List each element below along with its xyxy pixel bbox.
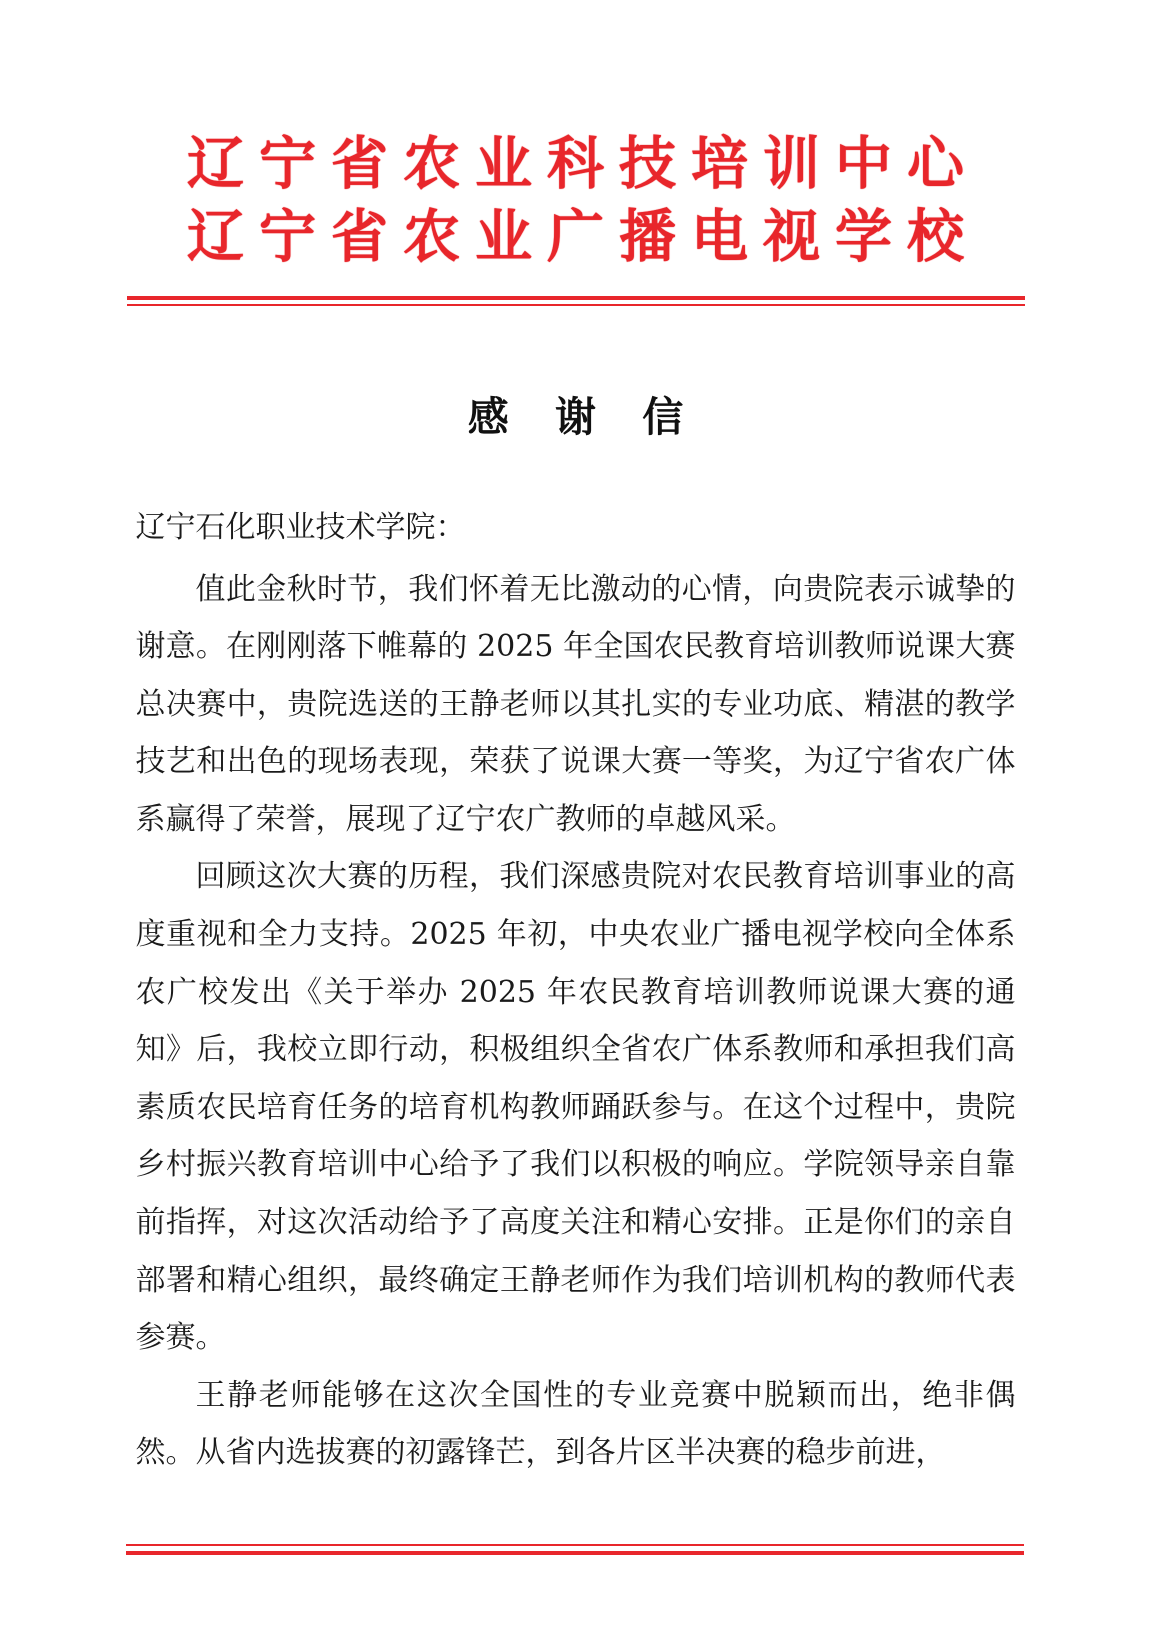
letterhead-line-2: 辽宁省农业广播电视学校	[187, 202, 979, 270]
letter-body	[136, 499, 1016, 1482]
salutation: 辽宁石化职业技术学院：	[135, 509, 466, 545]
footer-divider-thick	[126, 1551, 1024, 1555]
letterhead-line-1: 辽宁省农业科技培训中心	[187, 130, 979, 197]
footer-divider	[126, 1544, 1024, 1555]
page-title: 感 谢 信	[467, 392, 700, 441]
letterhead-divider	[127, 296, 1025, 306]
letterhead-divider-thin	[127, 304, 1025, 306]
paragraph-3: 王静老师能够在这次全国性的专业竞赛中脱颖而出，绝非偶然。从省内选拔赛的初露锋芒，到各片区半决赛的稳步前进，	[135, 1377, 1016, 1471]
letterhead	[0, 0, 1151, 274]
paragraph-1: 值此金秋时节，我们怀着无比激动的心情，向贵院表示诚挚的谢意。在刚刚落下帷幕的 2025 年全国农民教育培训教师说课大赛总决赛中，贵院选送的王静老师以其扎实的专业功底、精湛的教学技艺和出色的现场表现，荣获了说课大赛一等奖，为辽宁省农广体系赢得了荣誉，展现了辽宁农广教师的卓越风采。	[135, 571, 1016, 837]
paragraph-2: 回顾这次大赛的历程，我们深感贵院对农民教育培训事业的高度重视和全力支持。2025 年初，中央农业广播电视学校向全体系农广校发出《关于举办 2025 年农民教育培训教师说课大赛的通知》后，我校立即行动，积极组织全省农广体系教师和承担我们高素质农民培育任务的培育机构教师踊跃参与。在这个过程中，贵院乡村振兴教育培训中心给予了我们以积极的响应。学院领导亲自靠前指挥，对这次活动给予了高度关注和精心安排。正是你们的亲自部署和精心组织，最终确定王静老师作为我们培训机构的教师代表参赛。	[135, 859, 1016, 1356]
